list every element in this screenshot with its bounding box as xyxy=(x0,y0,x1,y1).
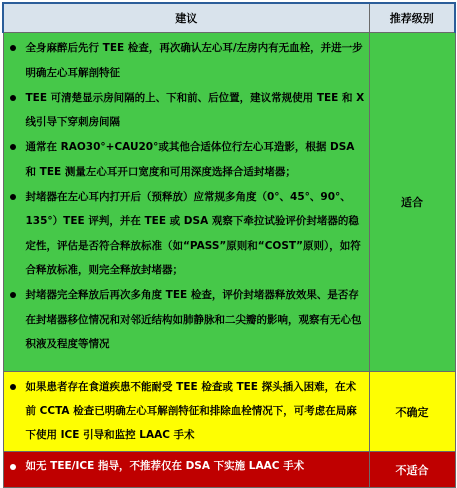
recommendation-cell xyxy=(3,33,369,372)
level-cell-suitable: 适合 xyxy=(369,33,455,372)
item-text: 如果患者存在食道疾患不能耐受 TEE 检查或 TEE 探头插入困难，在术前 CCTA 检查已明确左心耳解剖特征和排除血栓情况下，可考虑在局麻下使用 ICE 引导和监控 LAAC 手术 xyxy=(25,381,357,441)
bullet-icon xyxy=(10,45,16,51)
recommendation-table-container xyxy=(2,2,454,482)
item-text: 通常在 RAO30°+CAU20°或其他合适体位行左心耳造影，根据 DSA 和 TEE 测量左心耳开口宽度和可用深度选择合适封堵器； xyxy=(25,141,355,178)
list-item xyxy=(10,283,365,357)
recommendation-list xyxy=(10,36,365,357)
bullet-icon xyxy=(10,194,16,200)
bullet-icon xyxy=(10,95,16,101)
recommendation-cell xyxy=(3,452,369,488)
item-text: 如无 TEE/ICE 指导，不推荐仅在 DSA 下实施 LAAC 手术 xyxy=(25,460,305,472)
level-cell-uncertain: 不确定 xyxy=(369,372,455,452)
level-cell-unsuitable: 不适合 xyxy=(369,452,455,488)
recommendation-list xyxy=(10,375,365,447)
table-row-unsuitable xyxy=(3,452,455,488)
bullet-icon xyxy=(10,292,16,298)
list-item xyxy=(10,36,365,85)
list-item xyxy=(10,455,365,477)
recommendation-list xyxy=(10,455,365,477)
item-text: 封堵器在左心耳内打开后（预释放）应常规多角度（0°、45°、90°、135°）TEE 评判，并在 TEE 或 DSA 观察下牵拉试验评价封堵器的稳定性，评估是否符合释放标准（如“PASS”原则和“COST”原则），如符合释放标准，则完全释放封堵器； xyxy=(25,190,361,276)
list-item xyxy=(10,375,365,447)
recommendation-table xyxy=(2,2,456,488)
item-text: 封堵器完全释放后再次多角度 TEE 检查，评价封堵器释放效果、是否存在封堵器移位情况和对邻近结构如肺静脉和二尖瓣的影响，观察有无心包积液及程度等情况 xyxy=(25,289,362,350)
list-item xyxy=(10,135,365,184)
table-header-row xyxy=(3,3,455,33)
item-text: 全身麻醉后先行 TEE 检查，再次确认左心耳/左房内有无血栓，并进一步明确左心耳解剖特征 xyxy=(25,42,363,79)
list-item xyxy=(10,185,365,283)
bullet-icon xyxy=(10,384,16,390)
header-level: 推荐级别 xyxy=(369,3,455,33)
table-row-uncertain xyxy=(3,372,455,452)
bullet-icon xyxy=(10,464,16,470)
bullet-icon xyxy=(10,144,16,150)
header-recommendation: 建议 xyxy=(3,3,369,33)
table-row-suitable xyxy=(3,33,455,372)
item-text: TEE 可清楚显示房间隔的上、下和前、后位置，建议常规使用 TEE 和 X 线引导下穿刺房间隔 xyxy=(25,91,365,128)
list-item xyxy=(10,86,365,135)
recommendation-cell xyxy=(3,372,369,452)
